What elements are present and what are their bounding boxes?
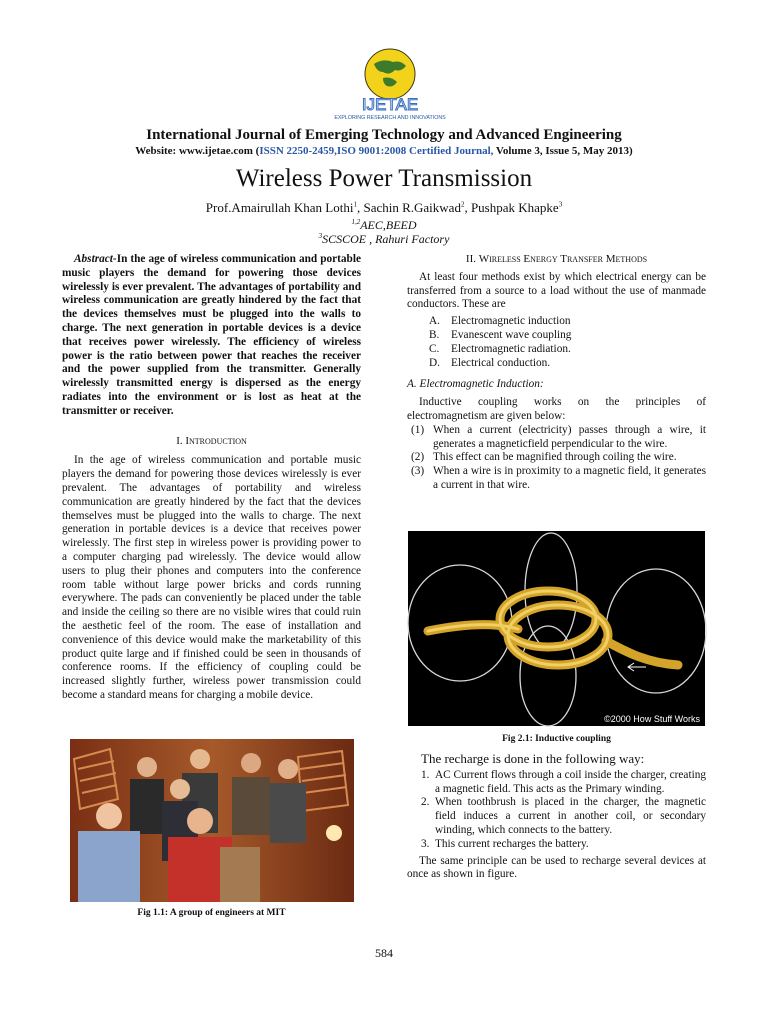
list-item-key: C.: [429, 342, 440, 355]
recharge-closing: The same principle can be used to recharge several devices at once as shown in figure.: [407, 854, 706, 881]
list-item-key: (1): [411, 423, 425, 436]
author-3-sup: 3: [558, 200, 563, 209]
figure-2-caption: Fig 2.1: Inductive coupling: [502, 734, 611, 744]
recharge-section: [407, 752, 706, 882]
section-1-title: Introduction: [185, 434, 247, 447]
author-1: Prof.Amairullah Khan Lothi: [205, 200, 354, 215]
list-item-key: 2.: [421, 796, 430, 809]
logo-text: IJETAE: [361, 95, 419, 114]
list-item-text: AC Current flows through a coil inside the charger, creating a magnetic field. This acts as the Primary winding.: [435, 768, 707, 795]
issn-text: ISSN 2250-2459,ISO 9001:2008 Certified Journal,: [259, 145, 494, 157]
volume-text: Volume 3, Issue 5, May 2013): [493, 145, 633, 157]
figure-2-watermark: ©2000 How Stuff Works: [604, 714, 700, 724]
author-2: , Sachin R.Gaikwad: [356, 200, 461, 215]
author-3: , Pushpak Khapke: [464, 200, 559, 215]
methods-list: [407, 315, 706, 370]
list-item-key: (2): [411, 451, 425, 464]
right-column: [407, 253, 706, 493]
list-item-text: Evanescent wave coupling: [451, 328, 572, 341]
list-item-text: When a wire is in proximity to a magnetic field, it generates a current in that wire.: [433, 465, 706, 491]
list-item: [421, 838, 706, 852]
list-item-text: This effect can be magnified through coiling the wire.: [433, 451, 677, 464]
recharge-steps: [407, 769, 706, 852]
section-heading-introduction: [62, 435, 361, 449]
list-item-text: When toothbrush is placed in the charger, the magnetic field induces a current in another coil, or secondary winding, which connects to the battery.: [435, 796, 706, 836]
abstract-text: In the age of wireless communication and portable music players the demand for powering those devices wirelessly is ever prevalent. The advantages of portability and wireless communication are greatly hindered by the fact that the devices themselves must be plugged into the walls to charge. The next generation in portable devices is a device that receives power wirelessly. The efficiency of wireless power is the ratio between power that reaches the receiver and the power supplied from the transmitter. Generally wirelessly transmitted energy is dispersed as the energy radiates into the environment or is lost as heat at the transmitter or receiver.: [62, 253, 361, 417]
list-item: [429, 357, 706, 371]
affiliation-1: [0, 218, 768, 233]
list-item: [411, 465, 706, 493]
figure-inductive-coupling: [408, 531, 705, 726]
methods-intro: At least four methods exist by which electrical energy can be transferred from a source to a load without the use of manmade conductors. These are: [407, 270, 706, 311]
list-item-text: Electromagnetic induction: [451, 315, 571, 328]
paper-title: Wireless Power Transmission: [235, 165, 533, 192]
introduction-paragraph: In the age of wireless communication and portable music players the demand for powering those devices wirelessly is ever prevalent. The advantages of portability and wireless communication are greatly hindered by the fact that the devices themselves must be plugged into the walls to charge. The next generation in portable devices is a device that receives power wirelessly. The first step in wireless power is providing power to a computer charging pad wirelessly. The device would allow users to plug their phones and computers into the conference room table without large power bricks and cords running everywhere. The pads can conveniently be placed under the table and inside the ceiling so there are no visible wires that could ruin the aesthetic feel of the room. The ease of installation and convenience of this device would make the marketability of this product quite large and if finished could be seen in thousands of conference rooms. If the efficiency of coupling could be increased slightly further, wireless power transmission could become a standard means for charging a mobile device.: [62, 454, 361, 701]
abstract: [62, 253, 361, 419]
section-2-title: Wireless Energy Transfer Methods: [478, 253, 648, 265]
list-item: [429, 329, 706, 343]
list-item: [429, 343, 706, 357]
list-item-key: 1.: [421, 768, 430, 781]
recharge-intro: The recharge is done in the following way:: [421, 751, 645, 766]
author-2-sup: 2: [460, 200, 465, 209]
list-item: [421, 769, 706, 797]
affiliation-2: [0, 232, 768, 247]
affiliation-2-sup: 3: [318, 232, 323, 240]
page-number: 584: [375, 946, 393, 960]
list-item: [411, 451, 706, 465]
list-item-key: B.: [429, 328, 440, 341]
section-heading-wireless-methods: [407, 253, 706, 267]
affiliation-2-text: SCSCOE , Rahuri Factory: [322, 232, 450, 246]
section-1-number: I.: [176, 434, 186, 447]
list-item-text: Electrical conduction.: [451, 356, 551, 369]
list-item-text: This current recharges the battery.: [435, 837, 589, 850]
left-column: [62, 253, 361, 703]
list-item: [429, 315, 706, 329]
authors-line: [0, 200, 768, 216]
list-item-text: When a current (electricity) passes through a wire, it generates a magneticfield perpendicular to the wire.: [433, 423, 706, 450]
list-item: [421, 796, 706, 837]
section-2-number: II.: [465, 253, 479, 265]
author-1-sup: 1: [353, 200, 357, 209]
list-item-text: Electromagnetic radiation.: [451, 342, 571, 355]
affiliation-1-text: AEC,BEED: [360, 218, 417, 232]
website-prefix: Website: www.ijetae.com (: [135, 145, 260, 157]
list-item-key: A.: [429, 315, 440, 328]
website-line: [0, 145, 768, 157]
logo-tagline: EXPLORING RESEARCH AND INNOVATIONS: [334, 115, 446, 121]
list-item-key: (3): [411, 465, 425, 478]
principles-list: [407, 424, 706, 493]
journal-logo: [334, 48, 446, 122]
figure-engineers-photo: [70, 739, 354, 902]
subsection-heading-induction: A. Electromagnetic Induction:: [407, 378, 544, 391]
list-item-key: 3.: [421, 837, 430, 850]
list-item-key: D.: [429, 356, 440, 369]
journal-title: International Journal of Emerging Technology and Advanced Engineering: [146, 127, 622, 143]
abstract-label: Abstract-: [74, 253, 117, 265]
figure-1-caption: Fig 1.1: A group of engineers at MIT: [137, 908, 286, 918]
induction-intro: Inductive coupling works on the principles of electromagnetism are given below:: [407, 396, 706, 422]
affiliation-1-sup: 1,2: [351, 218, 361, 226]
list-item: [411, 424, 706, 452]
